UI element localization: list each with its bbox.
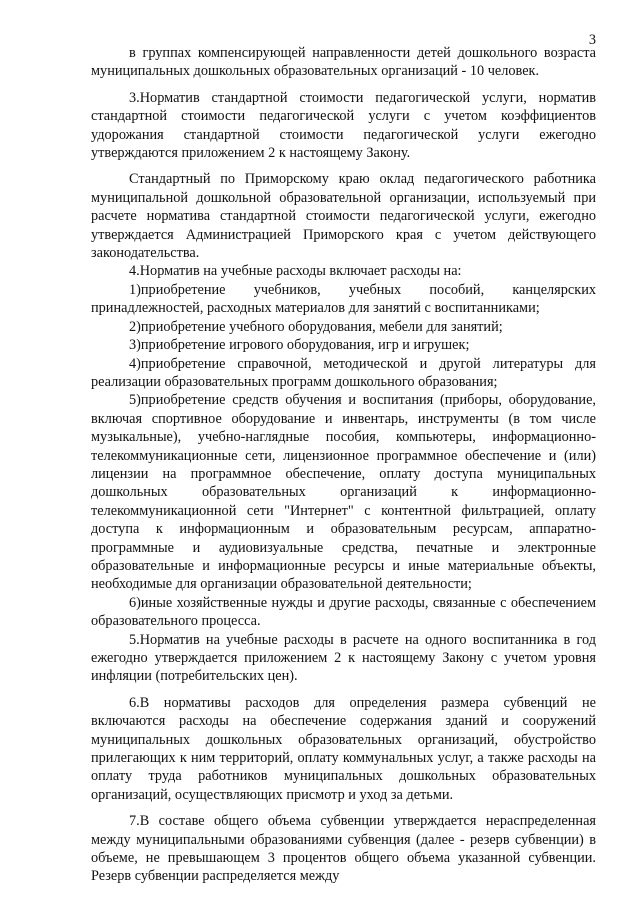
paragraph: Стандартный по Приморскому краю оклад педагогического работника муниципальной дошкольной образовательной организации, используемый при расчете норматива стандартной стоимости педагогической услуги, ежегодно утверждается Администрацией Приморского края с учетом действующего законодательства. <box>91 171 596 262</box>
page-number: 3 <box>588 32 596 48</box>
paragraph: 4.Норматив на учебные расходы включает расходы на: <box>129 263 462 280</box>
paragraph: 4)приобретение справочной, методической и другой литературы для реализации образовательных программ дошкольного образования; <box>91 355 596 390</box>
paragraph: в группах компенсирующей направленности детей дошкольного возраста муниципальных дошкольных образовательных организаций - 10 человек. <box>91 45 596 80</box>
paragraph: 7.В составе общего объема субвенции утверждается нераспределенная между муниципальными образованиями субвенция (далее - резерв субвенции) в объеме, не превышающем 3 процентов общего объема указанной субвенции. Резерв субвенции распределяется между <box>91 813 596 885</box>
paragraph: 1)приобретение учебников, учебных пособий, канцелярских принадлежностей, расходных материалов для занятий с воспитанниками; <box>91 281 596 317</box>
paragraph: 6.В нормативы расходов для определения размера субвенций не включаются расходы на обеспечение содержания зданий и сооружений муниципальных дошкольных образовательных организаций, обустройство прилегающих к ним территорий, оплату коммунальных услуг, а также расходы на оплату труда работников муниципальных дошкольных образовательных организаций, осуществляющих присмотр и уход за детьми. <box>91 694 596 803</box>
paragraph: 3)приобретение игрового оборудования, игр и игрушек; <box>129 337 470 354</box>
document-body <box>91 44 596 886</box>
paragraph: 2)приобретение учебного оборудования, мебели для занятий; <box>129 318 503 335</box>
paragraph: 5.Норматив на учебные расходы в расчете на одного воспитанника в год ежегодно утверждается приложением 2 к настоящему Закону с учетом уровня инфляции (потребительских цен). <box>91 631 596 685</box>
paragraph: 5)приобретение средств обучения и воспитания (приборы, оборудование, включая спортивное оборудование и инвентарь, инструменты (в том числе музыкальные), учебно-наглядные пособия, компьютеры, информационно-телекоммуникационные сети, лицензионное программное обеспечение и (или) лицензии на программное обеспечение, оплату доступа муниципальных дошкольных образовательных организаций к информационно-телекоммуникационной сети "Интернет" с контентной фильтрацией, оплату доступа к информационным и образовательным ресурсам, аппаратно-программные и аудиовизуальные средства, печатные и электронные образовательные и информационные ресурсы и иные материальные объекты, необходимые для организации образовательной деятельности; <box>91 392 596 593</box>
paragraph: 3.Норматив стандартной стоимости педагогической услуги, норматив стандартной стоимости педагогической услуги с учетом коэффициентов удорожания стандартной стоимости педагогической услуги ежегодно утверждаются приложением 2 к настоящему Закону. <box>91 89 596 162</box>
paragraph: 6)иные хозяйственные нужды и другие расходы, связанные с обеспечением образовательного процесса. <box>91 594 596 630</box>
